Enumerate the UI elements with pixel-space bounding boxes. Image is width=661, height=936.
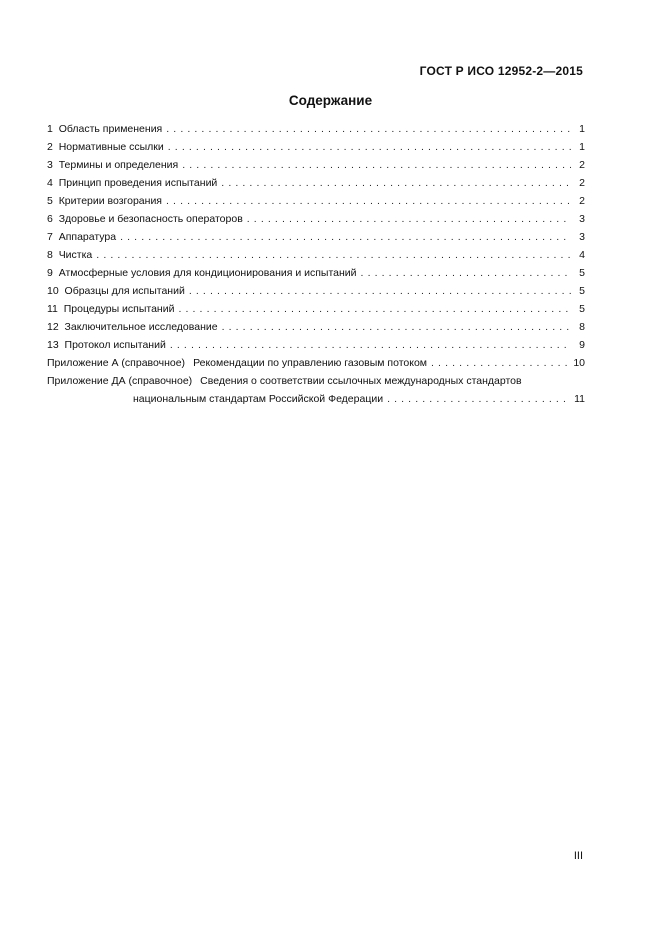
dot-leader [182, 156, 571, 174]
toc-item-number: 4 [47, 177, 53, 189]
toc-item-page: 5 [579, 303, 585, 315]
toc-appendix-da-continuation[interactable] [47, 390, 585, 408]
toc-item-number: 8 [47, 249, 53, 261]
toc-item-page: 5 [579, 267, 585, 279]
toc-item-number: 12 [47, 321, 59, 333]
toc-appendix-da[interactable] [47, 372, 585, 390]
toc-item-page: 2 [579, 177, 585, 189]
toc-item-title: Процедуры испытаний [63, 303, 175, 315]
toc-item-page: 1 [579, 123, 585, 135]
toc-item-number: 10 [47, 285, 59, 297]
toc-item-title: Атмосферные условия для кондиционирования и испытаний [58, 267, 357, 279]
toc-item-11[interactable] [47, 300, 585, 318]
dot-leader [168, 138, 571, 156]
table-of-contents [47, 120, 585, 408]
toc-item-page: 2 [579, 159, 585, 171]
toc-item-3[interactable] [47, 156, 585, 174]
dot-leader [431, 354, 569, 372]
toc-item-page: 4 [579, 249, 585, 261]
dot-leader [96, 246, 571, 264]
toc-item-page: 10 [573, 357, 585, 369]
toc-item-title: Образцы для испытаний [64, 285, 185, 297]
toc-item-number: 9 [47, 267, 53, 279]
toc-item-page: 1 [579, 141, 585, 153]
dot-leader [170, 336, 571, 354]
toc-item-title: Нормативные ссылки [58, 141, 164, 153]
toc-item-12[interactable] [47, 318, 585, 336]
dot-leader [222, 318, 571, 336]
document-header: ГОСТ Р ИСО 12952-2—2015 [419, 64, 583, 78]
toc-item-13[interactable] [47, 336, 585, 354]
toc-item-8[interactable] [47, 246, 585, 264]
toc-item-4[interactable] [47, 174, 585, 192]
toc-item-title: Принцип проведения испытаний [58, 177, 218, 189]
dot-leader [178, 300, 571, 318]
toc-item-1[interactable] [47, 120, 585, 138]
toc-item-title: Заключительное исследование [64, 321, 218, 333]
appendix-title: Сведения о соответствии ссылочных международных стандартов [200, 375, 522, 387]
toc-item-title: Аппаратура [58, 231, 117, 243]
toc-item-9[interactable] [47, 264, 585, 282]
toc-item-number: 2 [47, 141, 53, 153]
dot-leader [166, 192, 571, 210]
toc-item-title: Область применения [58, 123, 163, 135]
toc-item-number: 6 [47, 213, 53, 225]
toc-item-title: Здоровье и безопасность операторов [58, 213, 243, 225]
dot-leader [221, 174, 571, 192]
toc-item-title: Термины и определения [58, 159, 179, 171]
page-number: III [573, 850, 583, 862]
toc-item-7[interactable] [47, 228, 585, 246]
dot-leader [247, 210, 571, 228]
dot-leader [166, 120, 571, 138]
appendix-label: Приложение А (справочное) [47, 357, 186, 369]
appendix-title-continuation: национальным стандартам Российской Федерации [133, 393, 384, 405]
toc-item-number: 1 [47, 123, 53, 135]
toc-item-number: 13 [47, 339, 59, 351]
dot-leader [361, 264, 571, 282]
toc-item-title: Чистка [58, 249, 93, 261]
toc-item-5[interactable] [47, 192, 585, 210]
toc-item-page: 3 [579, 231, 585, 243]
toc-item-6[interactable] [47, 210, 585, 228]
toc-item-page: 11 [574, 393, 585, 405]
toc-appendix-a[interactable] [47, 354, 585, 372]
toc-item-title: Протокол испытаний [64, 339, 166, 351]
toc-item-number: 7 [47, 231, 53, 243]
toc-item-page: 8 [579, 321, 585, 333]
toc-item-2[interactable] [47, 138, 585, 156]
dot-leader [120, 228, 571, 246]
toc-item-10[interactable] [47, 282, 585, 300]
toc-item-number: 5 [47, 195, 53, 207]
page-title: Содержание [288, 93, 373, 108]
dot-leader [387, 390, 570, 408]
appendix-title: Рекомендации по управлению газовым потоком [193, 357, 428, 369]
toc-item-page: 2 [579, 195, 585, 207]
toc-item-page: 9 [579, 339, 585, 351]
toc-item-number: 11 [47, 303, 58, 315]
toc-item-page: 3 [579, 213, 585, 225]
dot-leader [189, 282, 571, 300]
toc-item-title: Критерии возгорания [58, 195, 162, 207]
appendix-label: Приложение ДА (справочное) [47, 375, 193, 387]
toc-item-number: 3 [47, 159, 53, 171]
toc-item-page: 5 [579, 285, 585, 297]
